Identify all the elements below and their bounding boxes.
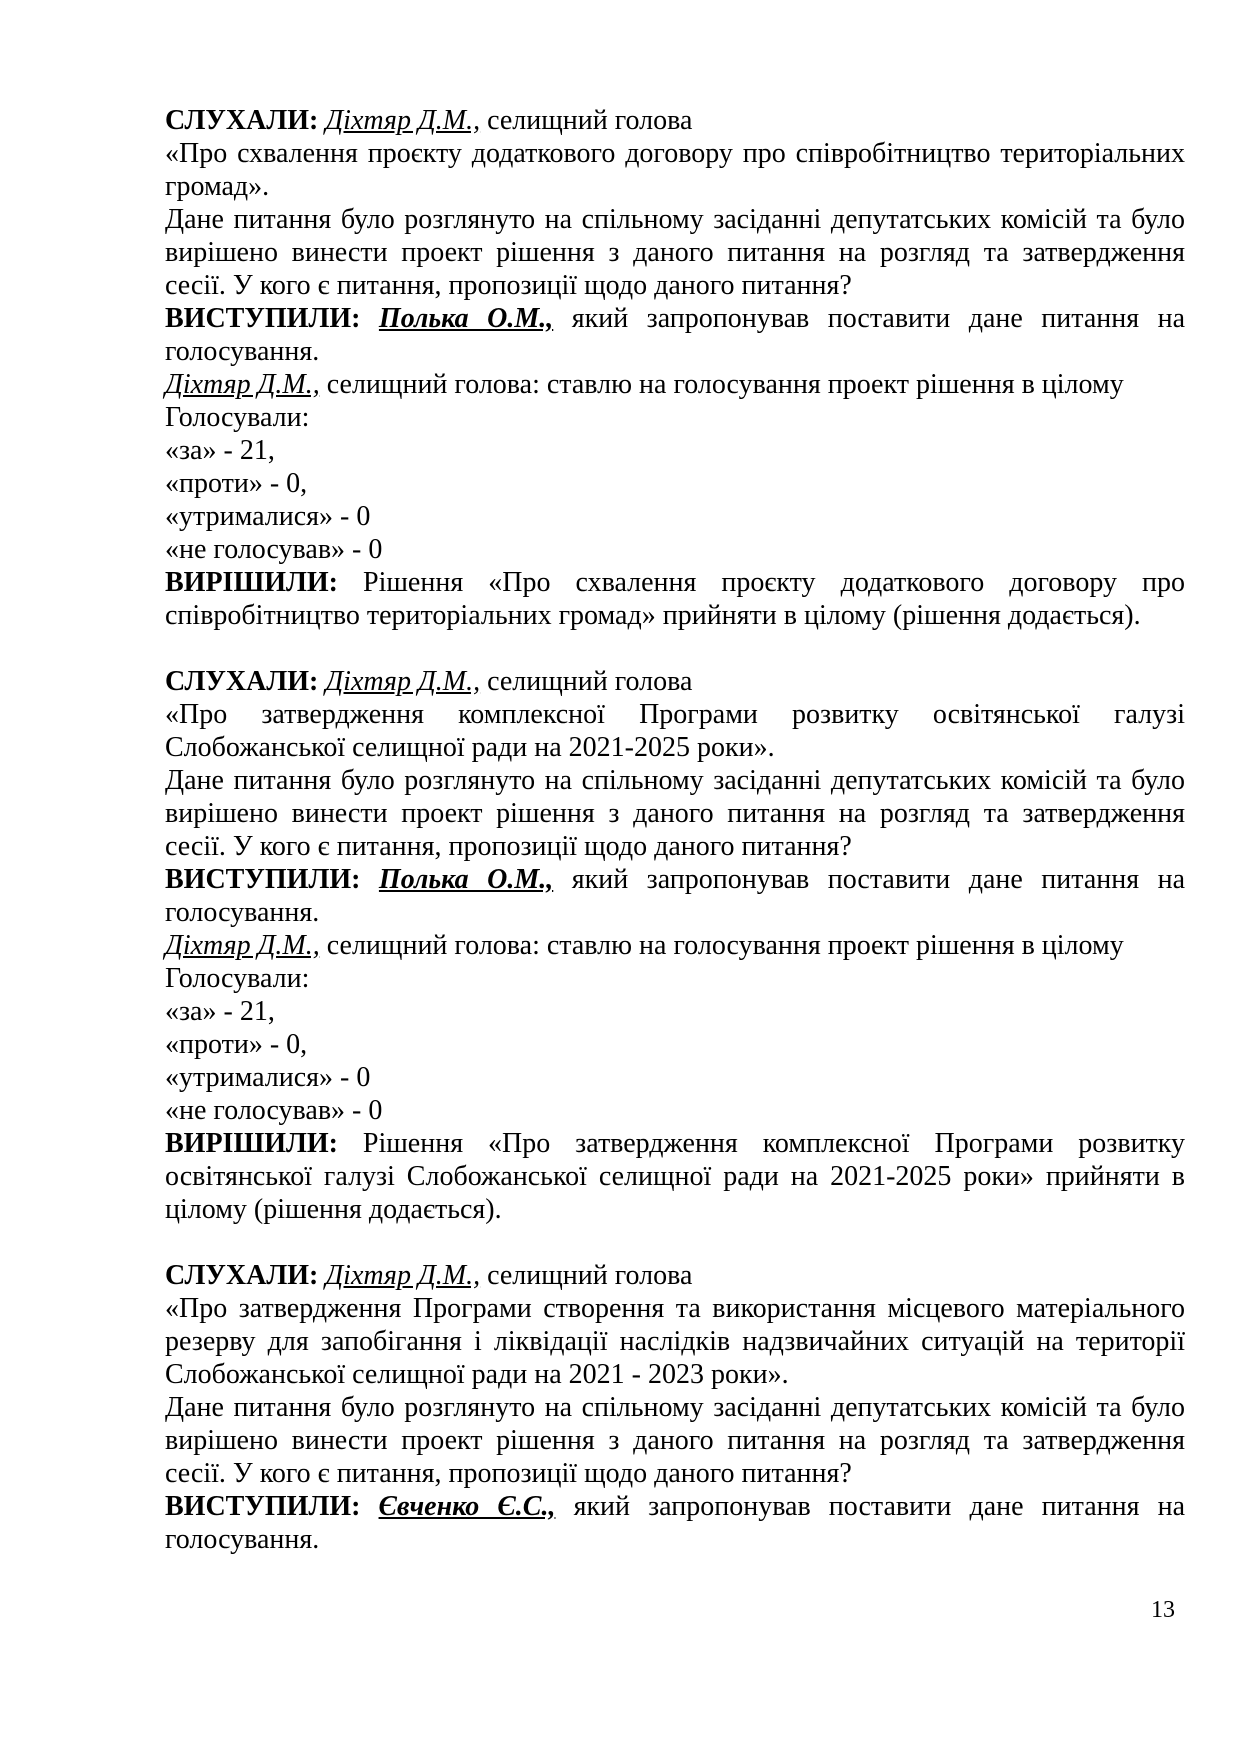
- topic-text: «Про затвердження Програми створення та використання місцевого матеріального резерву для запобігання і ліквідації наслідків надзвичайних ситуацій на території Слобожанської селищної ради на 2021 - 2023 роки».: [165, 1293, 1185, 1390]
- chair-text: селищний голова: ставлю на голосування проект рішення в цілому: [319, 369, 1124, 400]
- speaker-name: Діхтяр Д.М.,: [325, 1260, 481, 1291]
- voted-label: Голосували:: [165, 963, 310, 994]
- agenda-item-1: [165, 104, 1185, 632]
- agenda-item-3: [165, 1259, 1185, 1556]
- agenda-item-2: [165, 665, 1185, 1226]
- speaker-name: Діхтяр Д.М.,: [325, 105, 481, 136]
- discussion-text: Дане питання було розглянуто на спільному засіданні депутатських комісій та було вирішено винести проект рішення з даного питання на розгляд та затвердження сесії. У кого є питання, пропозиції щодо даного питання?: [165, 204, 1185, 301]
- decision-text: Рішення «Про затвердження комплексної Програми розвитку освітянської галузі Слобожанської селищної ради на 2021-2025 роки» прийняти в цілому (рішення додається).: [165, 1128, 1185, 1225]
- presenter-name: Полька О.М.,: [378, 864, 554, 895]
- speaker-role: селищний голова: [480, 666, 693, 697]
- voted-label: Голосували:: [165, 402, 310, 433]
- chair-line: [165, 368, 1185, 401]
- vote-against: «проти» - 0,: [165, 468, 308, 499]
- spoke-line: [165, 863, 1185, 929]
- spoke-label: ВИСТУПИЛИ:: [165, 1491, 361, 1522]
- topic-text: «Про затвердження комплексної Програми розвитку освітянської галузі Слобожанської селищної ради на 2021-2025 роки».: [165, 699, 1185, 763]
- presenter-text: який запропонував поставити дане питання на голосування.: [165, 303, 1186, 367]
- topic-text: «Про схвалення проєкту додаткового договору про співробітництво територіальних громад».: [165, 138, 1185, 202]
- page-content: [165, 104, 1185, 1556]
- decided-line: [165, 566, 1185, 632]
- vote-for: «за» - 21,: [165, 996, 275, 1027]
- decided-line: [165, 1127, 1185, 1226]
- heard-label: СЛУХАЛИ:: [165, 1260, 319, 1291]
- decision-text: Рішення «Про схвалення проєкту додаткового договору про співробітництво територіальних громад» прийняти в цілому (рішення додається).: [165, 567, 1185, 631]
- page-number: 13: [1151, 1597, 1175, 1623]
- presenter-name: Полька О.М.,: [378, 303, 554, 334]
- heard-label: СЛУХАЛИ:: [165, 105, 319, 136]
- vote-for: «за» - 21,: [165, 435, 275, 466]
- heard-line: [165, 665, 1185, 698]
- presenter-text: який запропонував поставити дане питання на голосування.: [165, 864, 1186, 928]
- spoke-line: [165, 1490, 1185, 1556]
- discussion-text: Дане питання було розглянуто на спільному засіданні депутатських комісій та було вирішено винести проект рішення з даного питання на розгляд та затвердження сесії. У кого є питання, пропозиції щодо даного питання?: [165, 1392, 1185, 1489]
- presenter-text: який запропонував поставити дане питання на голосування.: [165, 1491, 1185, 1555]
- chair-name: Діхтяр Д.М.,: [165, 369, 320, 400]
- vote-not-voted: «не голосував» - 0: [165, 534, 383, 565]
- vote-abstained: «утрималися» - 0: [165, 1062, 371, 1093]
- heard-label: СЛУХАЛИ:: [165, 666, 319, 697]
- heard-line: [165, 104, 1185, 137]
- decided-label: ВИРІШИЛИ:: [165, 567, 338, 598]
- decided-label: ВИРІШИЛИ:: [165, 1128, 338, 1159]
- chair-name: Діхтяр Д.М.,: [165, 930, 320, 961]
- spoke-label: ВИСТУПИЛИ:: [165, 303, 361, 334]
- chair-line: [165, 929, 1185, 962]
- vote-abstained: «утрималися» - 0: [165, 501, 371, 532]
- vote-against: «проти» - 0,: [165, 1029, 308, 1060]
- chair-text: селищний голова: ставлю на голосування проект рішення в цілому: [319, 930, 1124, 961]
- speaker-role: селищний голова: [480, 105, 693, 136]
- vote-not-voted: «не голосував» - 0: [165, 1095, 383, 1126]
- speaker-role: селищний голова: [480, 1260, 693, 1291]
- heard-line: [165, 1259, 1185, 1292]
- presenter-name: Євченко Є.С.,: [378, 1491, 556, 1522]
- speaker-name: Діхтяр Д.М.,: [325, 666, 481, 697]
- discussion-text: Дане питання було розглянуто на спільному засіданні депутатських комісій та було вирішено винести проект рішення з даного питання на розгляд та затвердження сесії. У кого є питання, пропозиції щодо даного питання?: [165, 765, 1185, 862]
- spoke-label: ВИСТУПИЛИ:: [165, 864, 361, 895]
- spoke-line: [165, 302, 1185, 368]
